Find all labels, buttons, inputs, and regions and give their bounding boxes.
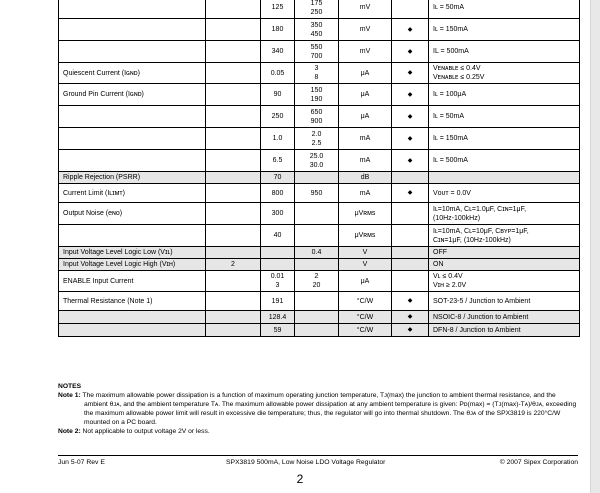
cell-line: SOT-23-5 / Junction to Ambient — [433, 297, 531, 305]
table-row — [59, 150, 580, 172]
unit-cell: mV — [339, 19, 392, 41]
typ-cell — [261, 172, 295, 184]
unit-cell: mA — [339, 150, 392, 172]
spec-dot-cell — [392, 225, 429, 247]
unit-cell: μVʀᴍѕ — [339, 203, 392, 225]
max-cell — [295, 41, 339, 63]
max-cell — [295, 0, 339, 19]
param-cell: Ripple Rejection (PSRR) — [59, 172, 206, 184]
cell-line: Vᴏᴜᴛ = 0.0V — [433, 189, 471, 197]
condition-cell — [429, 128, 580, 150]
max-cell — [295, 184, 339, 203]
diamond-icon: ◆ — [407, 190, 413, 196]
spec-dot-cell — [392, 19, 429, 41]
typ-cell — [261, 63, 295, 84]
typ-cell — [261, 225, 295, 247]
footer-copyright: © 2007 Sipex Corporation — [499, 459, 578, 466]
param-cell — [59, 150, 206, 172]
cell-line: 2 — [314, 273, 319, 280]
table-row — [59, 63, 580, 84]
table-row — [59, 184, 580, 203]
notes-section — [58, 382, 578, 436]
unit-cell: °C/W — [339, 292, 392, 311]
cell-line: 150 — [310, 86, 323, 94]
param-cell — [59, 19, 206, 41]
condition-cell — [429, 106, 580, 128]
param-cell — [59, 0, 206, 19]
param-cell: ENABLE Input Current — [59, 271, 206, 292]
typ-cell — [261, 271, 295, 292]
spec-dot-cell — [392, 84, 429, 106]
table-row — [59, 225, 580, 247]
table-row — [59, 247, 580, 259]
cell-line: IL = 500mA — [433, 48, 469, 55]
cell-line: 20 — [312, 282, 321, 289]
min-cell — [206, 292, 261, 311]
typ-cell — [261, 259, 295, 271]
cell-line: 70 — [273, 174, 282, 181]
param-cell — [59, 311, 206, 324]
typ-cell — [261, 311, 295, 324]
cell-line: DFN-8 / Junction to Ambient — [433, 326, 521, 334]
param-cell: Quiescent Current (Iɢɴᴅ) — [59, 63, 206, 84]
diamond-icon: ◆ — [407, 26, 413, 33]
condition-cell — [429, 172, 580, 184]
unit-cell: μA — [339, 106, 392, 128]
footer-divider — [58, 455, 578, 456]
spec-dot-cell — [392, 150, 429, 172]
table-row — [59, 324, 580, 337]
cell-line: 90 — [273, 91, 282, 98]
max-cell — [295, 225, 339, 247]
max-cell — [295, 311, 339, 324]
spec-dot-cell — [392, 106, 429, 128]
diamond-icon: ◆ — [407, 91, 413, 98]
cell-line: 450 — [310, 30, 323, 38]
spec-dot-cell — [392, 259, 429, 271]
condition-cell — [429, 184, 580, 203]
diamond-icon: ◆ — [407, 48, 413, 55]
cell-line: 190 — [310, 95, 323, 103]
min-cell — [206, 311, 261, 324]
cell-line: 250 — [271, 113, 284, 120]
max-cell — [295, 172, 339, 184]
typ-cell — [261, 247, 295, 259]
min-cell — [206, 84, 261, 106]
min-cell — [206, 19, 261, 41]
min-cell: 2 — [206, 259, 261, 271]
max-cell — [295, 203, 339, 225]
unit-cell: μA — [339, 271, 392, 292]
spec-dot-cell — [392, 247, 429, 259]
max-cell — [295, 106, 339, 128]
cell-line: 0.4 — [311, 249, 322, 256]
diamond-icon: ◆ — [407, 157, 413, 164]
cell-line: 8 — [314, 74, 319, 81]
cell-line: 340 — [271, 48, 284, 55]
condition-cell — [429, 19, 580, 41]
param-cell: Current Limit (Iʟɪᴍᴛ) — [59, 184, 206, 203]
cell-line: 180 — [271, 26, 284, 33]
typ-cell — [261, 0, 295, 19]
cell-line: Vɪʜ ≥ 2.0V — [433, 282, 467, 289]
condition-cell — [429, 311, 580, 324]
cell-line: 3 — [275, 282, 280, 289]
max-cell — [295, 19, 339, 41]
min-cell — [206, 271, 261, 292]
typ-cell — [261, 106, 295, 128]
spec-dot-cell — [392, 203, 429, 225]
condition-cell — [429, 0, 580, 19]
cell-line: 3 — [314, 65, 319, 72]
cell-line: 128.4 — [268, 313, 287, 321]
cell-line: Iʟ=10mA, Cʟ=10μF, Cʙʏᴘ=1μF, — [433, 227, 529, 235]
condition-cell — [429, 84, 580, 106]
max-cell — [295, 292, 339, 311]
table-row — [59, 84, 580, 106]
min-cell — [206, 41, 261, 63]
cell-line: ON — [433, 261, 444, 268]
spec-dot-cell — [392, 292, 429, 311]
param-cell — [59, 41, 206, 63]
cell-line: 1.0 — [272, 135, 283, 142]
cell-line: 0.01 — [270, 273, 285, 280]
typ-cell — [261, 203, 295, 225]
cell-line: 950 — [310, 189, 323, 197]
cell-line: 2.5 — [311, 139, 322, 147]
min-cell — [206, 0, 261, 19]
note-1: Note 1: The maximum allowable power dissipation is a function of maximum operating junction temperature, Tᴊ(max) the junction to ambient thermal resistance, and the ambient θᴊᴀ, and the ambient temperature Tᴀ. The maximum allowable power dissipation at any ambient temperature is given: Pᴅ(max) = (Tᴊ(max)-Tᴀ)/θᴊᴀ, exceeding the maximum allowable power limit will result in excessive die temperature; thus, the regulator will go into thermal shutdown. The θᴊᴀ of the SPX3819 is 220°C/W mounted on a PC board. — [58, 392, 577, 426]
param-cell — [59, 324, 206, 337]
cell-line: Iʟ=10mA, Cʟ=1.0μF, Cɪɴ=1μF, — [433, 205, 527, 213]
cell-line: 650 — [310, 108, 323, 116]
param-cell: Output Noise (eɴᴏ) — [59, 203, 206, 225]
cell-line: (10Hz-100kHz) — [433, 214, 481, 222]
param-cell — [59, 128, 206, 150]
diamond-icon: ◆ — [407, 327, 413, 333]
condition-cell — [429, 324, 580, 337]
spec-dot-cell — [392, 271, 429, 292]
typ-cell — [261, 19, 295, 41]
page-number: 2 — [296, 472, 304, 486]
min-cell — [206, 184, 261, 203]
cell-line: NSOIC-8 / Junction to Ambient — [433, 313, 529, 321]
spec-dot-cell — [392, 311, 429, 324]
unit-cell: μA — [339, 84, 392, 106]
viewer-edge — [590, 0, 600, 493]
typ-cell — [261, 324, 295, 337]
min-cell — [206, 203, 261, 225]
cell-line: 25.0 — [309, 152, 324, 160]
unit-cell: mA — [339, 184, 392, 203]
table-row — [59, 0, 580, 19]
min-cell — [206, 324, 261, 337]
cell-line: 6.5 — [272, 157, 283, 164]
typ-cell — [261, 41, 295, 63]
diamond-icon: ◆ — [407, 314, 413, 320]
param-cell: Thermal Resistance (Note 1) — [59, 292, 206, 311]
unit-cell: mV — [339, 41, 392, 63]
param-cell — [59, 106, 206, 128]
unit-cell: mV — [339, 0, 392, 19]
min-cell — [206, 128, 261, 150]
min-cell — [206, 225, 261, 247]
typ-cell — [261, 150, 295, 172]
spec-dot-cell — [392, 184, 429, 203]
footer-title: SPX3819 500mA, Low Noise LDO Voltage Regulator — [226, 459, 386, 466]
cell-line: Iʟ = 500mA — [433, 157, 468, 164]
typ-cell — [261, 184, 295, 203]
cell-line: Iʟ = 150mA — [433, 26, 468, 33]
cell-line: 700 — [310, 52, 323, 60]
table-row — [59, 311, 580, 324]
cell-line: Iʟ = 150mA — [433, 135, 468, 142]
max-cell — [295, 63, 339, 84]
max-cell — [295, 84, 339, 106]
cell-line: 800 — [271, 189, 284, 197]
table-row — [59, 172, 580, 184]
min-cell — [206, 106, 261, 128]
cell-line: Vᴇɴᴀʙʟᴇ ≤ 0.4V — [433, 65, 481, 72]
spec-dot-cell — [392, 63, 429, 84]
cell-line: Iʟ = 100μA — [433, 91, 467, 98]
condition-cell — [429, 41, 580, 63]
cell-line: 125 — [271, 4, 284, 11]
unit-cell: μVʀᴍѕ — [339, 225, 392, 247]
cell-line: 59 — [273, 326, 282, 334]
diamond-icon: ◆ — [407, 135, 413, 142]
cell-line: 900 — [310, 117, 323, 125]
param-cell: Input Voltage Level Logic High (Vɪʜ) — [59, 259, 206, 271]
cell-line: OFF — [433, 249, 447, 256]
cell-line: 0.05 — [270, 69, 285, 77]
spec-dot-cell — [392, 41, 429, 63]
table-row — [59, 259, 580, 271]
typ-cell — [261, 84, 295, 106]
cell-line: 300 — [271, 210, 284, 217]
table-row — [59, 271, 580, 292]
diamond-icon: ◆ — [407, 113, 413, 120]
unit-cell: V — [339, 259, 392, 271]
min-cell — [206, 150, 261, 172]
cell-line: 175 — [310, 0, 323, 7]
typ-cell — [261, 128, 295, 150]
spec-dot-cell — [392, 128, 429, 150]
note-2: Note 2: Not applicable to output voltage 2V or less. — [58, 428, 210, 435]
unit-cell: dB — [339, 172, 392, 184]
unit-cell: mA — [339, 128, 392, 150]
unit-cell: °C/W — [339, 311, 392, 324]
max-cell — [295, 271, 339, 292]
unit-cell: °C/W — [339, 324, 392, 337]
table-row — [59, 106, 580, 128]
min-cell — [206, 172, 261, 184]
condition-cell — [429, 225, 580, 247]
cell-line: 550 — [310, 43, 323, 51]
spec-dot-cell — [392, 0, 429, 19]
param-cell: Ground Pin Current (Iɢɴᴅ) — [59, 84, 206, 106]
cell-line: Iʟ = 50mA — [433, 4, 465, 11]
condition-cell — [429, 247, 580, 259]
cell-line: Vʟ ≤ 0.4V — [433, 273, 463, 280]
max-cell — [295, 128, 339, 150]
table-row — [59, 128, 580, 150]
condition-cell — [429, 150, 580, 172]
cell-line: 30.0 — [309, 161, 324, 169]
notes-heading: NOTES — [58, 383, 82, 390]
unit-cell: V — [339, 247, 392, 259]
cell-line: 40 — [273, 232, 282, 239]
spec-dot-cell — [392, 324, 429, 337]
cell-line: 250 — [310, 8, 323, 16]
min-cell — [206, 63, 261, 84]
typ-cell — [261, 292, 295, 311]
condition-cell — [429, 63, 580, 84]
cell-line: Iʟ = 50mA — [433, 113, 465, 120]
unit-cell: μA — [339, 63, 392, 84]
diamond-icon: ◆ — [407, 298, 413, 304]
param-cell: Input Voltage Level Logic Low (Vɪʟ) — [59, 247, 206, 259]
max-cell — [295, 150, 339, 172]
max-cell — [295, 259, 339, 271]
min-cell — [206, 247, 261, 259]
condition-cell — [429, 292, 580, 311]
table-row — [59, 19, 580, 41]
diamond-icon: ◆ — [407, 70, 413, 76]
condition-cell — [429, 203, 580, 225]
cell-line: 350 — [310, 21, 323, 29]
table-row — [59, 41, 580, 63]
cell-line: Cɪɴ=1μF, (10Hz-100kHz) — [433, 236, 511, 244]
table-row — [59, 292, 580, 311]
cell-line: 2.0 — [311, 130, 322, 138]
cell-line: 191 — [271, 297, 284, 305]
max-cell — [295, 324, 339, 337]
condition-cell — [429, 271, 580, 292]
max-cell — [295, 247, 339, 259]
param-cell — [59, 225, 206, 247]
table-row — [59, 203, 580, 225]
spec-dot-cell — [392, 172, 429, 184]
condition-cell — [429, 259, 580, 271]
footer-revision: Jun 5-07 Rev E — [58, 459, 105, 466]
cell-line: Vᴇɴᴀʙʟᴇ ≤ 0.25V — [433, 74, 485, 81]
electrical-characteristics-table — [58, 0, 580, 337]
